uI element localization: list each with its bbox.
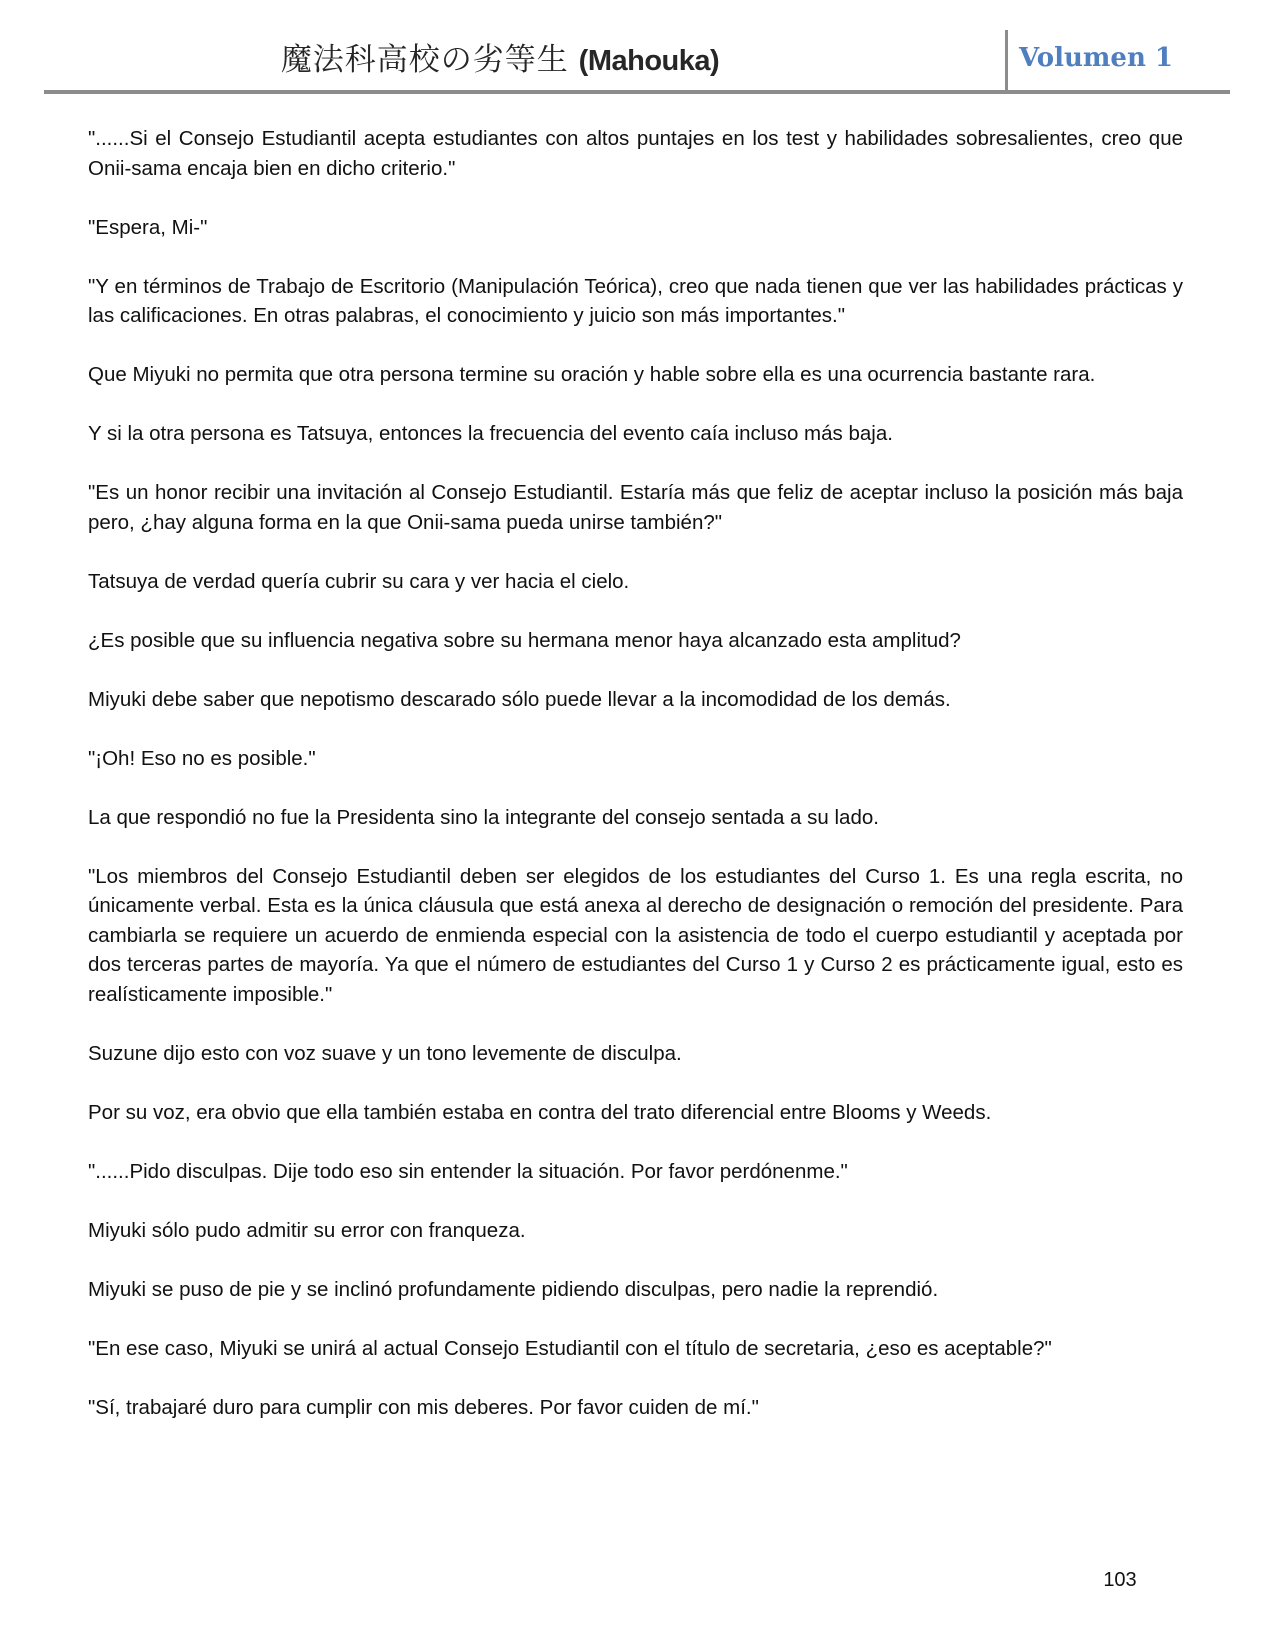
paragraph: Por su voz, era obvio que ella también estaba en contra del trato diferencial entre Blooms y Weeds. (88, 1100, 992, 1124)
paragraph: La que respondió no fue la Presidenta sino la integrante del consejo sentada a su lado. (88, 805, 879, 829)
paragraph: "Es un honor recibir una invitación al Consejo Estudiantil. Estaría más que feliz de aceptar incluso la posición más baja pero, ¿hay alguna forma en la que Onii-sama pueda unirse también?" (88, 481, 1183, 534)
page-header (0, 0, 1275, 100)
paragraph: "Espera, Mi-" (88, 215, 208, 239)
paragraph: "¡Oh! Eso no es posible." (88, 746, 316, 770)
header-divider (1005, 30, 1008, 94)
paragraph: Miyuki se puso de pie y se inclinó profundamente pidiendo disculpas, pero nadie la reprendió. (88, 1277, 939, 1301)
paragraph: "......Si el Consejo Estudiantil acepta estudiantes con altos puntajes en los test y habilidades sobresalientes, creo que Onii-sama encaja bien en dicho criterio." (88, 127, 1183, 180)
paragraph: Tatsuya de verdad quería cubrir su cara y ver hacia el cielo. (88, 569, 630, 593)
paragraph: "Los miembros del Consejo Estudiantil deben ser elegidos de los estudiantes del Curso 1. Es una regla escrita, no únicamente verbal. Esta es la única cláusula que está anexa al derecho de designación o remoción del presidente. Para cambiarla se requiere un acuerdo de enmienda especial con la asistencia de todo el cuerpo estudiantil y aceptada por dos terceras partes de mayoría. Ya que el número de estudiantes del Curso 1 y Curso 2 es prácticamente igual, esto es realísticamente imposible." (88, 864, 1183, 1006)
paragraph: Suzune dijo esto con voz suave y un tono levemente de disculpa. (88, 1041, 682, 1065)
volume-label: Volumen 1 (1019, 43, 1174, 73)
paragraph: "Y en términos de Trabajo de Escritorio (Manipulación Teórica), creo que nada tienen que ver las habilidades prácticas y las calificaciones. En otras palabras, el conocimiento y juicio son más importantes." (88, 274, 1183, 327)
paragraph: Que Miyuki no permita que otra persona termine su oración y hable sobre ella es una ocurrencia bastante rara. (88, 363, 1096, 386)
book-title-japanese: 魔法科高校の劣等生 (280, 42, 569, 78)
page-body (88, 124, 1183, 1452)
paragraph: "En ese caso, Miyuki se unirá al actual Consejo Estudiantil con el título de secretaria, ¿eso es aceptable?" (88, 1336, 1052, 1360)
paragraph: Miyuki debe saber que nepotismo descarado sólo puede llevar a la incomodidad de los demás. (88, 687, 951, 711)
paragraph: Miyuki sólo pudo admitir su error con franqueza. (88, 1218, 526, 1242)
header-rule (44, 90, 1230, 94)
paragraph: ¿Es posible que su influencia negativa sobre su hermana menor haya alcanzado esta amplitud? (88, 628, 961, 652)
paragraph: Y si la otra persona es Tatsuya, entonces la frecuencia del evento caía incluso más baja. (88, 422, 893, 445)
paragraph: "Sí, trabajaré duro para cumplir con mis deberes. Por favor cuiden de mí." (88, 1395, 759, 1419)
book-title (0, 38, 1000, 83)
page-number: 103 (1103, 1569, 1137, 1591)
book-title-latin: (Mahouka) (578, 45, 720, 77)
paragraph: "......Pido disculpas. Dije todo eso sin entender la situación. Por favor perdónenme." (88, 1159, 848, 1183)
